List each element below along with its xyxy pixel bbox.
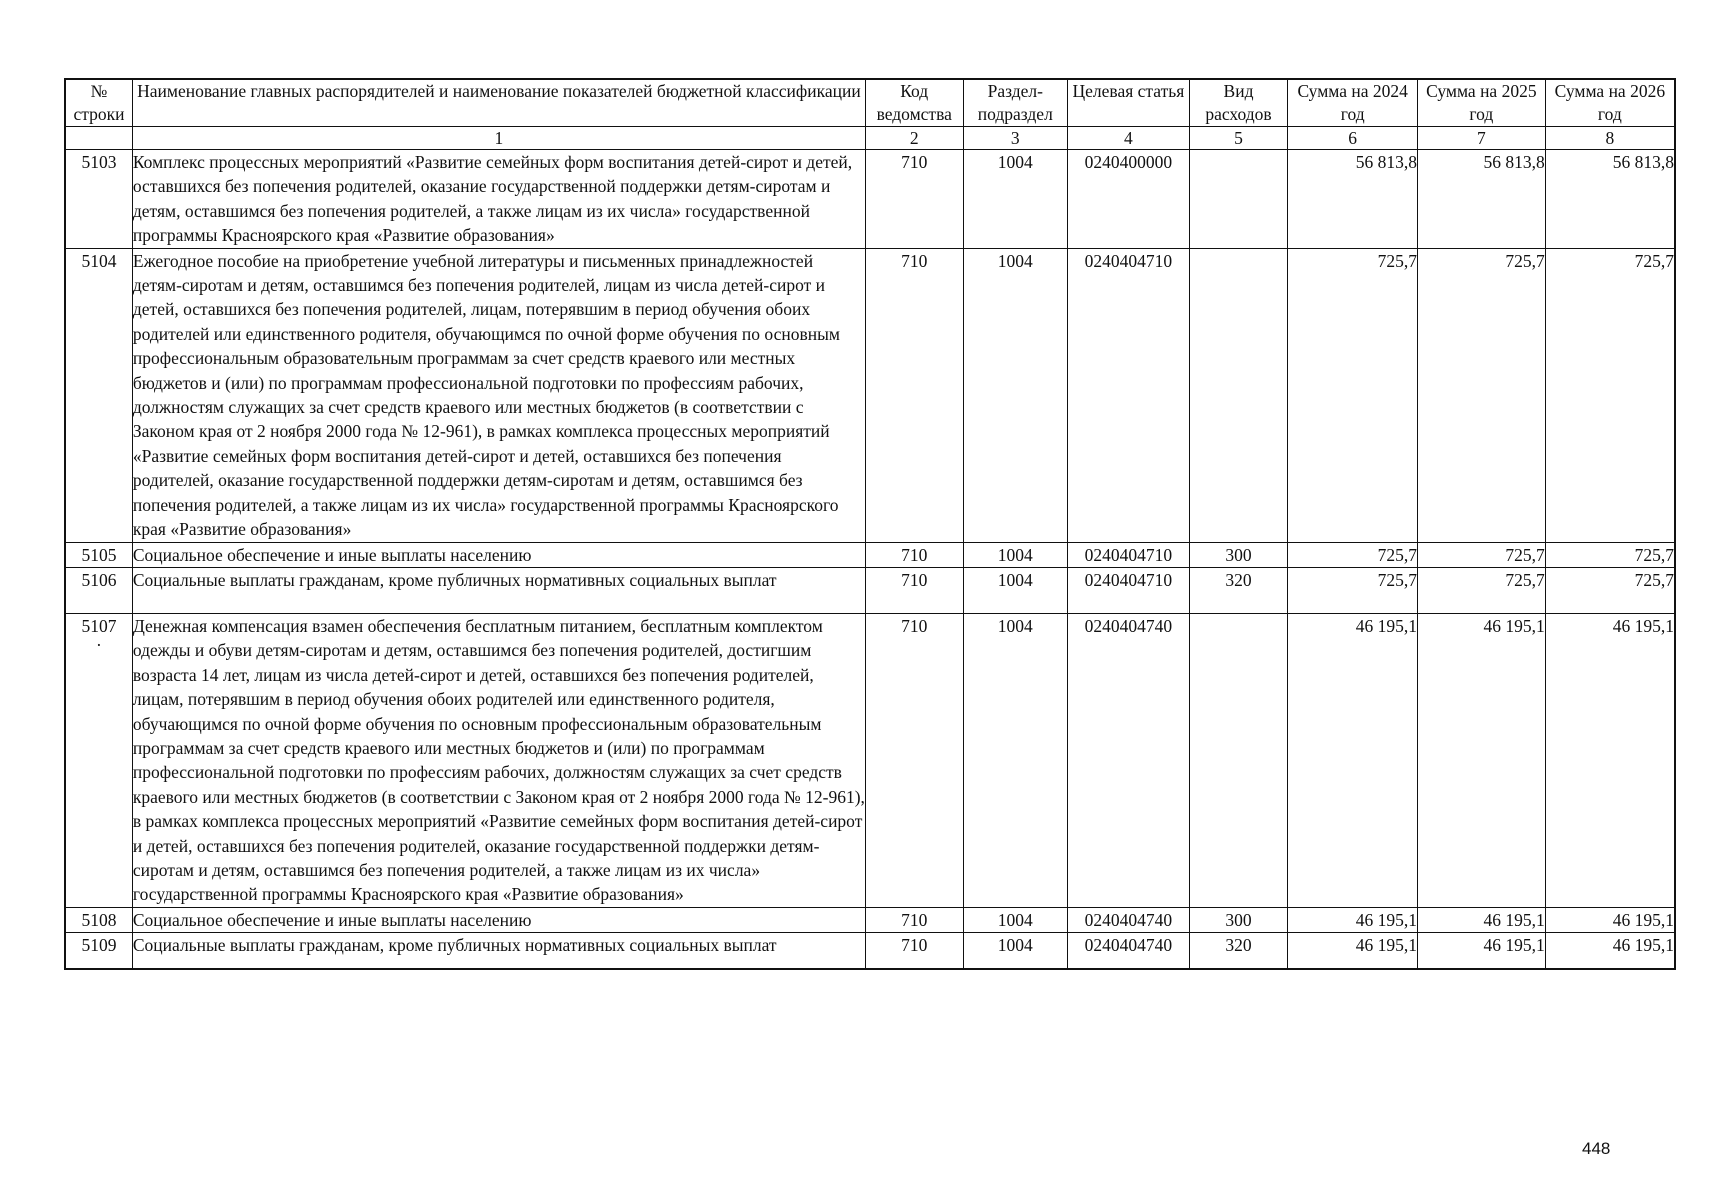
row-number: 5103 (65, 150, 132, 249)
target-article: 0240404710 (1068, 248, 1190, 542)
column-number: 1 (132, 127, 865, 150)
sum-2025: 56 813,8 (1418, 150, 1546, 249)
target-article: 0240404710 (1068, 542, 1190, 567)
expense-type: 300 (1189, 542, 1288, 567)
sum-2026: 725,7 (1545, 248, 1675, 542)
column-number: 4 (1068, 127, 1190, 150)
target-article: 0240404710 (1068, 567, 1190, 613)
row-number: 5106 (65, 567, 132, 613)
column-number: 5 (1189, 127, 1288, 150)
row-number: 5107 (81, 615, 117, 636)
header-sum-2024: Сумма на 2024 год (1288, 79, 1418, 127)
row-number: 5108 (65, 907, 132, 932)
stray-dot-mark: · (96, 635, 102, 656)
department-code: 710 (865, 150, 963, 249)
column-number (65, 127, 132, 150)
expense-type: 320 (1189, 933, 1288, 969)
row-name: Социальное обеспечение и иные выплаты населению (132, 542, 865, 567)
sum-2025: 725,7 (1418, 248, 1546, 542)
target-article: 0240404740 (1068, 933, 1190, 969)
department-code: 710 (865, 248, 963, 542)
target-article: 0240404740 (1068, 907, 1190, 932)
sum-2026: 46 195,1 (1545, 613, 1675, 907)
column-number: 3 (963, 127, 1068, 150)
row-name: Ежегодное пособие на приобретение учебной литературы и письменных принадлежностей детям-сиротам и детям, оставшимся без попечения родителей, лицам из числа детей-сирот и детей, оставшихся без попечения родителей, лицам, потерявшим в период обучения обоих родителей или единственного родителя, обучающимся по очной форме обучения по основным профессиональным образовательным программам за счет средств краевого или местных бюджетов и (или) по программам профессиональной подготовки по профессиям рабочих, должностям служащих за счет средств краевого или местных бюджетов (в соответствии с Законом края от 2 ноября 2000 года № 12-961), в рамках комплекса процессных мероприятий «Развитие семейных форм воспитания детей-сирот и детей, оставшихся без попечения родителей, оказание государственной поддержки детям-сиротам и детям, оставшимся без попечения родителей, а также лицам из их числа» государственной программы Красноярского края «Развитие образования» (132, 248, 865, 542)
section-code: 1004 (963, 567, 1068, 613)
section-code: 1004 (963, 248, 1068, 542)
target-article: 0240404740 (1068, 613, 1190, 907)
department-code: 710 (865, 907, 963, 932)
header-name: Наименование главных распорядителей и наименование показателей бюджетной классификации (132, 79, 865, 127)
sum-2025: 46 195,1 (1418, 933, 1546, 969)
sum-2024: 725,7 (1288, 248, 1418, 542)
header-expense-type: Вид расходов (1189, 79, 1288, 127)
table-row (65, 613, 1675, 907)
sum-2025: 46 195,1 (1418, 907, 1546, 932)
budget-table (64, 78, 1676, 970)
table-row (65, 567, 1675, 613)
section-code: 1004 (963, 907, 1068, 932)
page-number: 448 (1582, 1139, 1611, 1158)
row-name: Социальное обеспечение и иные выплаты населению (132, 907, 865, 932)
row-name: Социальные выплаты гражданам, кроме публичных нормативных социальных выплат (132, 567, 865, 613)
table-row (65, 907, 1675, 932)
sum-2025: 725,7 (1418, 567, 1546, 613)
section-code: 1004 (963, 150, 1068, 249)
sum-2025: 725,7 (1418, 542, 1546, 567)
table-row (65, 542, 1675, 567)
sum-2026: 725,7 (1545, 542, 1675, 567)
department-code: 710 (865, 613, 963, 907)
header-sum-2025: Сумма на 2025 год (1418, 79, 1546, 127)
section-code: 1004 (963, 542, 1068, 567)
department-code: 710 (865, 933, 963, 969)
expense-type (1189, 248, 1288, 542)
row-number: 5109 (65, 933, 132, 969)
sum-2026: 56 813,8 (1545, 150, 1675, 249)
sum-2024: 46 195,1 (1288, 613, 1418, 907)
sum-2026: 46 195,1 (1545, 933, 1675, 969)
sum-2024: 56 813,8 (1288, 150, 1418, 249)
expense-type: 320 (1189, 567, 1288, 613)
row-number-cell (65, 613, 132, 907)
expense-type: 300 (1189, 907, 1288, 932)
sum-2024: 46 195,1 (1288, 933, 1418, 969)
sum-2026: 725,7 (1545, 567, 1675, 613)
sum-2025: 46 195,1 (1418, 613, 1546, 907)
row-number: 5104 (65, 248, 132, 542)
row-name: Социальные выплаты гражданам, кроме публичных нормативных социальных выплат (132, 933, 865, 969)
header-row (65, 79, 1675, 127)
header-row-number: № строки (65, 79, 132, 127)
row-name: Комплекс процессных мероприятий «Развитие семейных форм воспитания детей-сирот и детей, оставшихся без попечения родителей, оказание государственной поддержки детям-сиротам и детям, оставшимся без попечения родителей, а также лицам из их числа» государственной программы Красноярского края «Развитие образования» (132, 150, 865, 249)
header-section: Раздел-подраздел (963, 79, 1068, 127)
table-row (65, 248, 1675, 542)
target-article: 0240400000 (1068, 150, 1190, 249)
column-number: 6 (1288, 127, 1418, 150)
expense-type (1189, 613, 1288, 907)
department-code: 710 (865, 567, 963, 613)
sum-2024: 725,7 (1288, 542, 1418, 567)
table-row (65, 933, 1675, 969)
row-name: Денежная компенсация взамен обеспечения бесплатным питанием, бесплатным комплектом одежды и обуви детям-сиротам и детям, оставшимся без попечения родителей, достигшим возраста 14 лет, лицам из числа детей-сирот и детей, оставшихся без попечения родителей, лицам, потерявшим в период обучения обоих родителей или единственного родителя, обучающимся по очной форме обучения по основным профессиональным образовательным программам за счет средств краевого или местных бюджетов и (или) по программам профессиональной подготовки по профессиям рабочих, должностям служащих за счет средств краевого или местных бюджетов (в соответствии с Законом края от 2 ноября 2000 года № 12-961), в рамках комплекса процессных мероприятий «Развитие семейных форм воспитания детей-сирот и детей, оставшихся без попечения родителей, оказание государственной поддержки детям-сиротам и детям, оставшимся без попечения родителей, а также лицам из их числа» государственной программы Красноярского края «Развитие образования» (132, 613, 865, 907)
column-number: 8 (1545, 127, 1675, 150)
header-sum-2026: Сумма на 2026 год (1545, 79, 1675, 127)
section-code: 1004 (963, 933, 1068, 969)
department-code: 710 (865, 542, 963, 567)
header-target-article: Целевая статья (1068, 79, 1190, 127)
column-number: 7 (1418, 127, 1546, 150)
row-number: 5105 (65, 542, 132, 567)
column-number-row (65, 127, 1675, 150)
expense-type (1189, 150, 1288, 249)
column-number: 2 (865, 127, 963, 150)
section-code: 1004 (963, 613, 1068, 907)
header-department-code: Код ведомства (865, 79, 963, 127)
sum-2026: 46 195,1 (1545, 907, 1675, 932)
table-row (65, 150, 1675, 249)
sum-2024: 725,7 (1288, 567, 1418, 613)
sum-2024: 46 195,1 (1288, 907, 1418, 932)
